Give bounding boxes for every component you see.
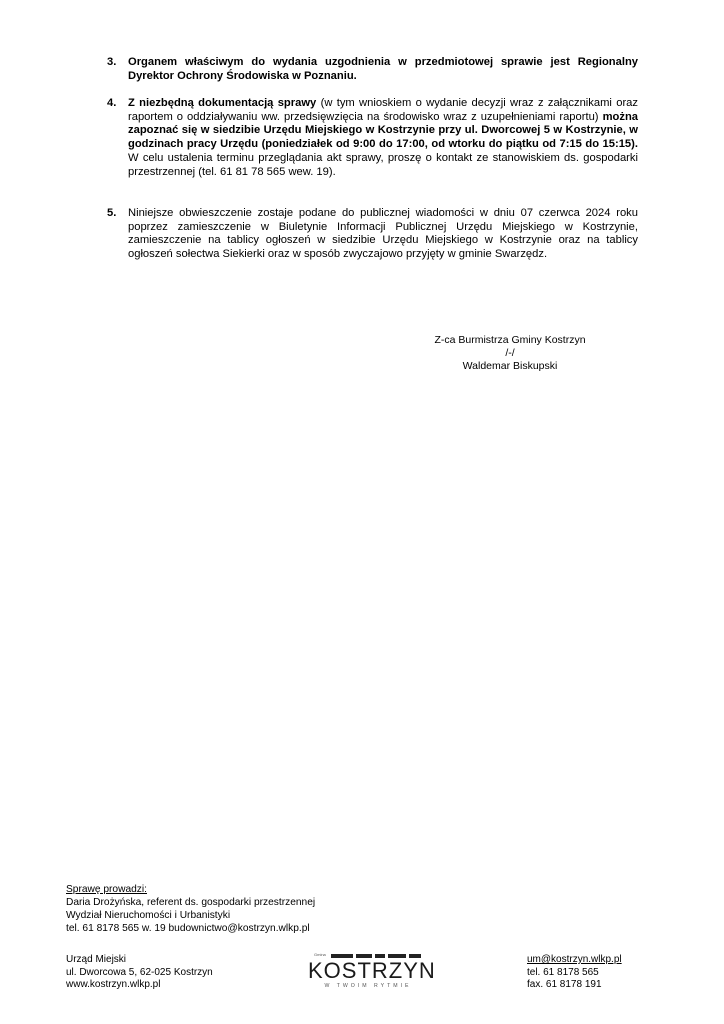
contact-info (527, 954, 622, 992)
logo-word: KOSTRZYN (308, 958, 436, 983)
case-officer-heading: Sprawę prowadzi: (66, 884, 147, 895)
contact-email[interactable]: um@kostrzyn.wlkp.pl (527, 954, 622, 965)
item-4-segment-3: W celu ustalenia terminu przeglądania akt sprawy, proszę o kontakt ze stanowiskiem ds. gospodarki przestrzennej (tel. 61 81 78 565 wew. 19). (128, 151, 638, 178)
case-officer-line: Daria Drożyńska, referent ds. gospodarki przestrzennej (66, 896, 316, 908)
case-officer-line: tel. 61 8178 565 w. 19 budownictwo@kostrzyn.wlkp.pl (66, 922, 310, 934)
item-3 (107, 56, 638, 83)
contact-phone: tel. 61 8178 565 (527, 966, 599, 978)
signature-mark: /-/ (505, 347, 515, 359)
item-number: 3. (107, 56, 117, 68)
signature-title: Z-ca Burmistrza Gminy Kostrzyn (434, 334, 586, 346)
item-number: 4. (107, 97, 117, 109)
item-5 (107, 207, 638, 262)
office-line: ul. Dworcowa 5, 62-025 Kostrzyn (66, 966, 213, 978)
kostrzyn-logo (308, 950, 436, 994)
office-website[interactable]: www.kostrzyn.wlkp.pl (66, 979, 161, 991)
office-line: Urząd Miejski (66, 954, 127, 965)
case-officer-line: Wydział Nieruchomości i Urbanistyki (66, 909, 231, 921)
logo-small-text: Gmina (314, 952, 326, 957)
contact-fax: fax. 61 8178 191 (527, 979, 602, 991)
case-officer (66, 884, 315, 936)
signature-name: Waldemar Biskupski (462, 360, 558, 372)
item-3-segment-0: Organem właściwym do wydania uzgodnienia w przedmiotowej sprawie jest Regionalny Dyrektor Ochrony Środowiska w Poznaniu. (128, 56, 638, 82)
logo-tagline: W TWOIM RYTMIE (324, 983, 412, 989)
item-5-segment-0: Niniejsze obwieszczenie zostaje podane do publicznej wiadomości w dniu 07 czerwca 2024 roku poprzez zamieszczenie w Biuletynie Informacji Publicznej Urzędu Miejskiego w Kostrzynie, zamieszczenie na tablicy ogłoszeń w siedzibie Urzędu Miejskiego w Kostrzynie oraz na tablicy ogłoszeń sołectwa Siekierki oraz w sposób zwyczajowo przyjęty w gminie Swarzędz. (128, 207, 638, 261)
item-4 (107, 97, 638, 179)
item-4-text (128, 97, 638, 179)
item-4-segment-2: można zapoznać się w siedzibie Urzędu Miejskiego w Kostrzynie przy ul. Dworcowej 5 w Kostrzynie, w godzinach pracy Urzędu (poniedziałek od 9:00 do 17:00, od wtorku do piątku od 7:15 do 15:15). (128, 110, 638, 151)
item-3-text (128, 56, 638, 83)
item-4-segment-0: Z niezbędną dokumentacją sprawy (128, 97, 317, 109)
item-4-segment-1: (w tym wnioskiem o wydanie decyzji wraz z załącznikami oraz raportem o oddziaływaniu ww. przedsięwzięcia na środowisko wraz z uzupełnieniami raportu) (128, 97, 638, 123)
office-address (66, 954, 213, 992)
item-number: 5. (107, 207, 117, 219)
item-5-text (128, 207, 638, 262)
